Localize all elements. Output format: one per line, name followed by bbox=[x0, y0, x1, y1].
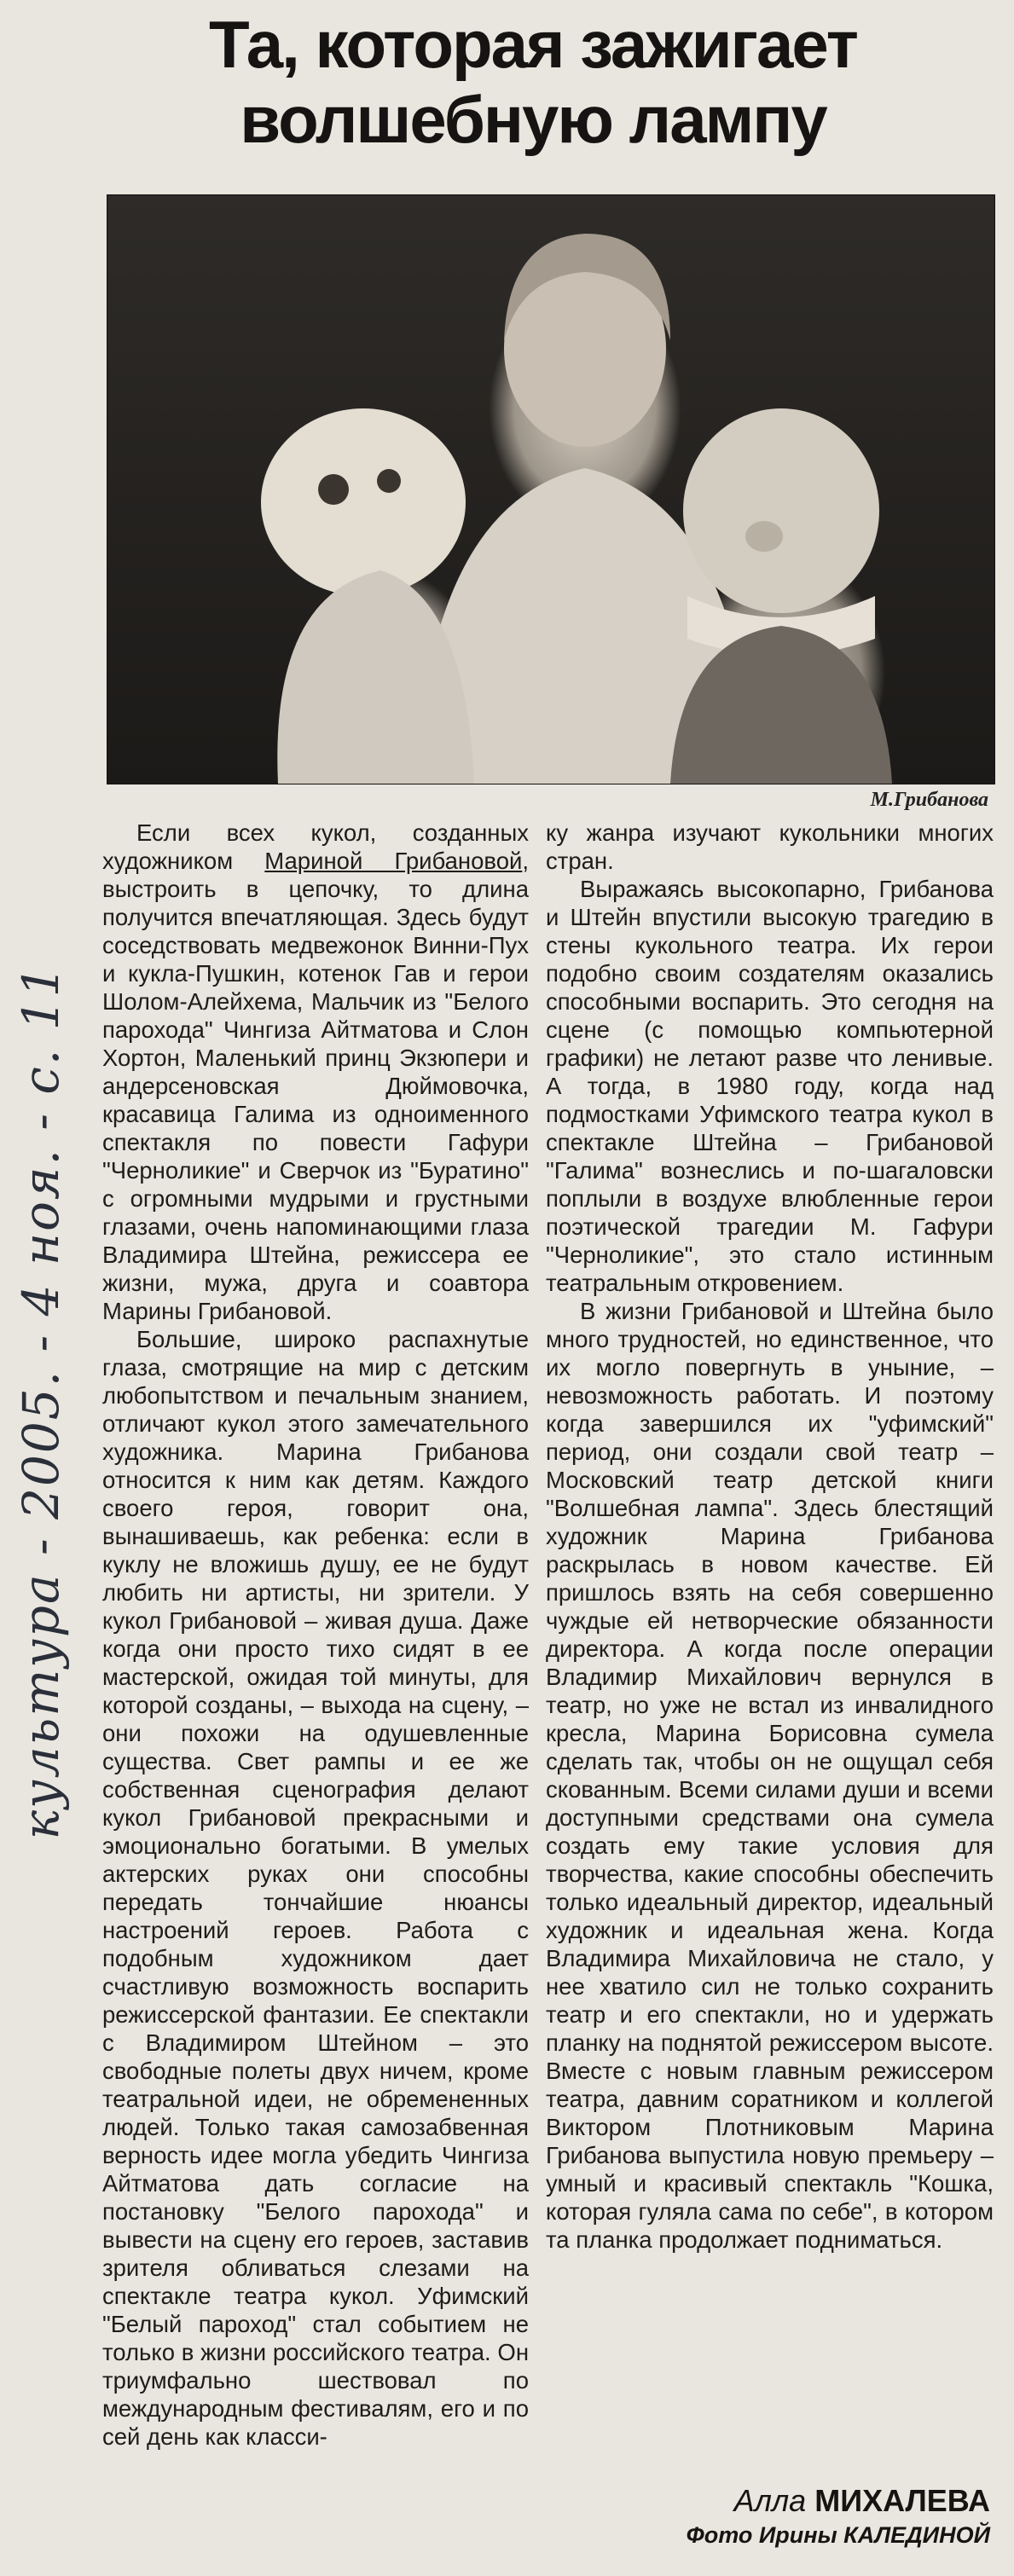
article-photo bbox=[107, 194, 995, 784]
article-column-2 bbox=[546, 819, 994, 2254]
puppet-right-nose bbox=[745, 521, 783, 552]
artist-name: Мариной Грибановой bbox=[264, 848, 523, 874]
article-column-1 bbox=[102, 819, 529, 2451]
paragraph-continuation: ку жанра изучают кукольники многих стран. bbox=[546, 819, 994, 874]
paragraph-4: В жизни Грибановой и Штейна было много трудностей, но единственное, что их могло повергнуть в уныние, – невозможность работать. И поэтому когда завершился их "уфимский" период, они создали свой театр – Московский театр детской книги "Волшебная лампа". Здесь блестящий художник Марина Грибанова раскрылась в новом качестве. Ей пришлось взять на себя совершенно чуждые ей нетворческие обязанности директора. А когда после операции Владимир Михайлович вернулся в театр, но уже не встал из инвалидного кресла, Марина Борисовна сумела сделать так, чтобы он не ощущал себя скованным. Всеми силами души и всеми доступными средствами она сумела создать ему такие условия для творчества, какие способны обеспечить только идеальный директор, идеальный художник и идеальная жена. Когда Владимира Михайловича не стало, у нее хватило сил не только сохранить театр и его спектакли, но и удержать планку на поднятой режиссером высоте. Вместе с новым главным режиссером театра, давним соратником и коллегой Виктором Плотниковым Марина Грибанова выпустила новую премьеру – умный и красивый спектакль "Кошка, которая гуляла сама по себе", в котором та планка продолжает подниматься. bbox=[546, 1298, 994, 2253]
puppet-right-head bbox=[683, 408, 879, 613]
headline bbox=[128, 7, 938, 157]
paragraph-1: Если всех кукол, созданных художником Мариной Грибановой, выстроить в цепочку, то длина получится впечатляющая. Здесь будут соседствовать медвежонок Винни-Пух и кукла-Пушкин, котенок Гав и герои Шолом-Алейхема, Мальчик из "Белого парохода" Чингиза Айтматова и Слон Хортон, Маленький принц Экзюпери и андерсеновская Дюймовочка, красавица Галима из одноименного спектакля по повести Гафури "Черноликие" и Сверчок из "Буратино" с огромными мудрыми и грустными глазами, очень напоминающими глаза Владимира Штейна, режиссера ее жизни, мужа, друга и соавтора Марины Грибановой. bbox=[102, 819, 529, 1324]
paragraph-2: Большие, широко распахнутые глаза, смотрящие на мир с детским любопытством и печальным знанием, отличают кукол этого замечательного художника. Марина Грибанова относится к ним как детям. Каждого своего героя, говорит она, вынашиваешь, как ребенка: если в куклу не вложишь душу, ее не будут любить ни артисты, ни зрители. У кукол Грибановой – живая душа. Даже когда они просто тихо сидят в ее мастерской, ожидая той минуты, для которой созданы, – выхода на сцену, – они похожи на одушевленные существа. Свет рампы и ее же собственная сценография делают кукол Грибановой прекрасными и эмоционально богатыми. В умелых актерских руках они способны передать тончайшие нюансы настроений героев. Работа с подобным художником дает счастливую возможность воспарить режиссерской фантазии. Ее спектакли с Владимиром Штейном – это свободные полеты двух ничем, кроме театральной идеи, не обремененных людей. Только такая самозабвенная верность идее могла убедить Чингиза Айтматова дать согласие на постановку "Белого парохода" и вывести на сцену его героев, заставив зрителя обливаться слезами на спектакле театра кукол. Уфимский "Белый пароход" стал событием не только в жизни российского театра. Он триумфально шествовал по международным фестивалям, его и по сей день как класси- bbox=[102, 1326, 529, 2450]
photo-credit: Фото Ирины КАЛЕДИНОЙ bbox=[686, 2522, 990, 2548]
paragraph-3: Выражаясь высокопарно, Грибанова и Штейн впустили высокую трагедию в стены кукольного театра. Их герои подобно своим создателям оказались способными воспарить. Это сегодня на сцене (с помощью компьютерной графики) не летают разве что ленивые. А тогда, в 1980 году, когда над подмостками Уфимского театра кукол в спектакле Штейна – Грибановой "Галима" вознеслись и по-шагаловски поплыли в воздухе влюбленные герои поэтической трагедии М. Гафури "Черноликие", это стало истинным театральным откровением. bbox=[546, 876, 994, 1296]
author-signature: Алла МИХАЛЕВА bbox=[733, 2483, 990, 2518]
margin-note-text: культура - 2005. - 4 ноя. - с. 11 bbox=[12, 964, 70, 1840]
headline-line-2: волшебную лампу bbox=[240, 82, 826, 157]
photo-caption: М.Грибанова bbox=[870, 789, 988, 811]
handwritten-margin-note bbox=[7, 895, 75, 1919]
puppet-left-body bbox=[277, 570, 474, 784]
puppet-left-eye-2 bbox=[377, 469, 401, 493]
puppet-left-eye bbox=[318, 474, 349, 505]
puppet-left-head bbox=[261, 408, 466, 596]
headline-line-1: Та, которая зажигает bbox=[209, 7, 857, 82]
photo-illustration bbox=[107, 195, 994, 784]
